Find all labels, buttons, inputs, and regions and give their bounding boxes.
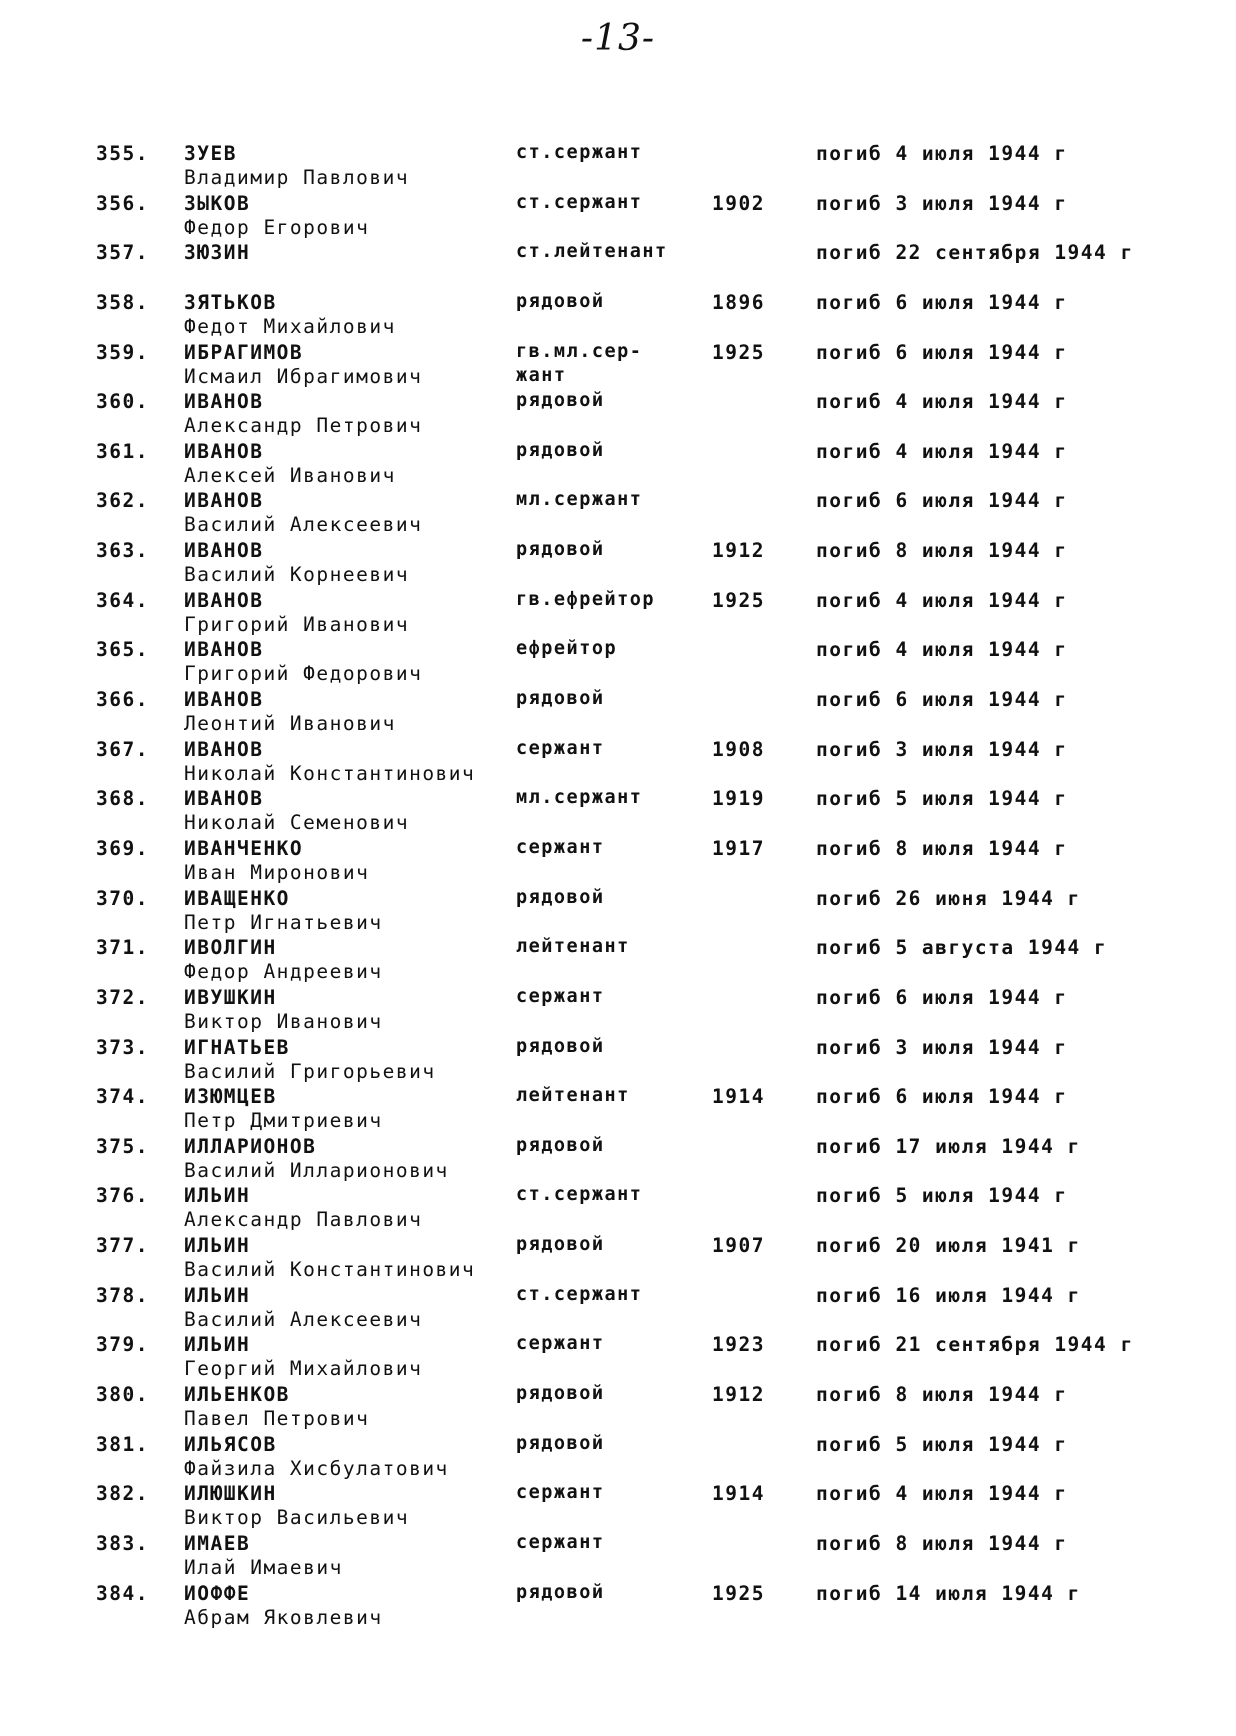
casualty-list [0,142,1236,1631]
record-surname: ИЛЬИН [184,1184,251,1208]
record-rank: рядовой [516,688,605,710]
record-birth-year: 1925 [712,588,765,612]
record-birth-year: 1912 [712,1383,765,1407]
record-rank: рядовой [516,390,605,412]
record-given-names: Абрам Яковлевич [184,1605,383,1629]
record-number: 362. [96,489,149,513]
record-number: 360. [96,390,149,414]
record-row [0,837,1236,887]
record-fate: погиб 21 сентября 1944 г [816,1333,1134,1357]
record-fate: погиб 5 августа 1944 г [816,936,1108,960]
record-number: 367. [96,737,149,761]
record-rank: сержант [516,1333,605,1355]
record-fate: погиб 6 июля 1944 г [816,290,1068,314]
record-birth-year: 1923 [712,1333,765,1357]
record-number: 372. [96,985,149,1009]
record-given-names: Василий Константинович [184,1258,476,1282]
record-birth-year: 1925 [712,1581,765,1605]
record-surname: ИВАНОВ [184,737,264,761]
record-rank: рядовой [516,886,605,908]
record-row [0,936,1236,986]
record-fate: погиб 5 июля 1944 г [816,1184,1068,1208]
record-number: 382. [96,1482,149,1506]
record-rank: сержант [516,737,605,759]
record-fate: погиб 6 июля 1944 г [816,489,1068,513]
record-fate: погиб 6 июля 1944 г [816,340,1068,364]
record-surname: ИВАНОВ [184,489,264,513]
record-birth-year: 1919 [712,787,765,811]
record-number: 368. [96,787,149,811]
record-surname: ЗЫКОВ [184,191,251,215]
record-surname: ЗЯТЬКОВ [184,290,277,314]
record-given-names: Александр Павлович [184,1208,423,1232]
record-rank: сержант [516,985,605,1007]
record-birth-year: 1917 [712,836,765,860]
record-rank: ст.лейтенант [516,241,668,263]
record-row [0,1482,1236,1532]
record-number: 366. [96,688,149,712]
record-rank: рядовой [516,1035,605,1057]
record-row [0,638,1236,688]
record-number: 369. [96,836,149,860]
record-fate: погиб 5 июля 1944 г [816,1432,1068,1456]
record-rank: сержант [516,1482,605,1504]
record-given-names: Павел Петрович [184,1407,370,1431]
record-row [0,986,1236,1036]
record-number: 374. [96,1085,149,1109]
record-fate: погиб 3 июля 1944 г [816,1035,1068,1059]
record-number: 375. [96,1134,149,1158]
record-fate: погиб 14 июля 1944 г [816,1581,1081,1605]
record-given-names: Илай Имаевич [184,1555,343,1579]
record-row [0,887,1236,937]
record-fate: погиб 4 июля 1944 г [816,390,1068,414]
record-surname: ИЗЮМЦЕВ [184,1085,277,1109]
record-rank: ефрейтор [516,638,618,660]
record-row [0,241,1236,291]
record-row [0,1333,1236,1383]
record-fate: погиб 4 июля 1944 г [816,1482,1068,1506]
record-surname: ИВОЛГИН [184,936,277,960]
record-surname: ИЛЬИН [184,1234,251,1258]
record-given-names: Виктор Иванович [184,1009,383,1033]
record-birth-year: 1914 [712,1085,765,1109]
record-given-names: Василий Корнеевич [184,563,410,587]
record-given-names: Николай Семенович [184,811,410,835]
record-row [0,1184,1236,1234]
record-row [0,192,1236,242]
record-row [0,1582,1236,1632]
record-fate: погиб 8 июля 1944 г [816,836,1068,860]
record-rank: мл.сержант [516,787,643,809]
record-given-names: Георгий Михайлович [184,1357,423,1381]
record-surname: ИВАНОВ [184,638,264,662]
record-surname: ИВАЩЕНКО [184,886,290,910]
record-surname: ИВАНОВ [184,539,264,563]
record-given-names: Петр Игнатьевич [184,910,383,934]
record-given-names: Петр Дмитриевич [184,1109,383,1133]
record-surname: ЗЮЗИН [184,241,251,265]
record-number: 363. [96,539,149,563]
record-row [0,341,1236,391]
record-given-names: Федор Егорович [184,215,370,239]
record-row [0,688,1236,738]
record-number: 357. [96,241,149,265]
record-rank: рядовой [516,1432,605,1454]
record-fate: погиб 4 июля 1944 г [816,142,1068,165]
record-surname: ИВАНОВ [184,439,264,463]
record-surname: ИЛЛАРИОНОВ [184,1134,317,1158]
record-given-names: Файзила Хисбулатович [184,1456,449,1480]
record-given-names: Иван Миронович [184,860,370,884]
record-surname: ИЛЬЯСОВ [184,1432,277,1456]
record-number: 379. [96,1333,149,1357]
record-surname: ИЛЮШКИН [184,1482,277,1506]
record-row [0,440,1236,490]
record-given-names: Федор Андреевич [184,960,383,984]
record-fate: погиб 17 июля 1944 г [816,1134,1081,1158]
record-row [0,291,1236,341]
record-row [0,1284,1236,1334]
record-surname: ИГНАТЬЕВ [184,1035,290,1059]
record-rank: рядовой [516,1581,605,1603]
record-given-names: Василий Алексеевич [184,1307,423,1331]
record-fate: погиб 8 июля 1944 г [816,539,1068,563]
record-rank: ст.сержант [516,1184,643,1206]
record-birth-year: 1908 [712,737,765,761]
record-birth-year: 1925 [712,340,765,364]
record-number: 381. [96,1432,149,1456]
record-fate: погиб 6 июля 1944 г [816,688,1068,712]
record-row [0,489,1236,539]
record-row [0,1383,1236,1433]
record-fate: погиб 16 июля 1944 г [816,1283,1081,1307]
record-rank: лейтенант [516,936,630,958]
record-row [0,390,1236,440]
record-given-names: Исмаил Ибрагимович [184,364,423,388]
record-number: 384. [96,1581,149,1605]
record-fate: погиб 3 июля 1944 г [816,737,1068,761]
record-birth-year: 1914 [712,1482,765,1506]
record-given-names: Владимир Павлович [184,166,410,189]
record-surname: ИЛЬЕНКОВ [184,1383,290,1407]
record-row [0,787,1236,837]
record-rank: рядовой [516,539,605,561]
record-number: 371. [96,936,149,960]
record-rank: рядовой [516,1383,605,1405]
record-number: 373. [96,1035,149,1059]
record-rank: гв.мл.сер- [516,340,643,362]
record-given-names: Александр Петрович [184,414,423,438]
record-row [0,142,1236,192]
record-given-names: Григорий Иванович [184,612,410,636]
record-row [0,1085,1236,1135]
record-surname: ИВАНОВ [184,787,264,811]
record-number: 377. [96,1234,149,1258]
record-fate: погиб 3 июля 1944 г [816,191,1068,215]
record-row [0,1532,1236,1582]
record-surname: ИМАЕВ [184,1531,251,1555]
record-rank: ст.сержант [516,191,643,213]
record-rank: гв.ефрейтор [516,588,656,610]
record-surname: ИБРАГИМОВ [184,340,304,364]
record-row [0,1433,1236,1483]
record-number: 383. [96,1531,149,1555]
record-row [0,1135,1236,1185]
record-rank: сержант [516,1531,605,1553]
record-fate: погиб 26 июня 1944 г [816,886,1081,910]
record-surname: ИВУШКИН [184,985,277,1009]
record-surname: ИВАНОВ [184,390,264,414]
record-surname: ИВАНОВ [184,688,264,712]
record-fate: погиб 20 июля 1941 г [816,1234,1081,1258]
record-birth-year: 1896 [712,290,765,314]
record-birth-year: 1902 [712,191,765,215]
record-surname: ИЛЬИН [184,1333,251,1357]
record-rank: сержант [516,836,605,858]
record-given-names: Василий Илларионович [184,1158,449,1182]
record-surname: ИВАНОВ [184,588,264,612]
record-fate: погиб 4 июля 1944 г [816,638,1068,662]
record-surname: ИВАНЧЕНКО [184,836,304,860]
record-number: 370. [96,886,149,910]
record-given-names: Алексей Иванович [184,463,396,487]
record-surname: ЗУЕВ [184,142,237,165]
record-number: 365. [96,638,149,662]
record-fate: погиб 5 июля 1944 г [816,787,1068,811]
record-given-names: Виктор Васильевич [184,1506,410,1530]
record-rank: мл.сержант [516,489,643,511]
record-rank: рядовой [516,439,605,461]
record-given-names: Леонтий Иванович [184,712,396,736]
record-rank: рядовой [516,1234,605,1256]
record-number: 376. [96,1184,149,1208]
record-fate: погиб 22 сентября 1944 г [816,241,1134,265]
record-rank: ст.сержант [516,142,643,163]
record-row [0,1234,1236,1284]
record-surname: ИОФФЕ [184,1581,251,1605]
record-number: 380. [96,1383,149,1407]
record-number: 359. [96,340,149,364]
record-fate: погиб 8 июля 1944 г [816,1531,1068,1555]
record-given-names: Василий Григорьевич [184,1059,436,1083]
record-number: 355. [96,142,149,165]
record-number: 356. [96,191,149,215]
record-fate: погиб 6 июля 1944 г [816,985,1068,1009]
record-fate: погиб 6 июля 1944 г [816,1085,1068,1109]
record-birth-year: 1912 [712,539,765,563]
record-rank: рядовой [516,1134,605,1156]
record-surname: ИЛЬИН [184,1283,251,1307]
record-row [0,539,1236,589]
record-row [0,1036,1236,1086]
record-given-names: Николай Константинович [184,761,476,785]
record-given-names: Василий Алексеевич [184,513,423,537]
record-given-names: Григорий Федорович [184,662,423,686]
record-rank-continuation: жант [516,364,567,386]
record-number: 378. [96,1283,149,1307]
record-given-names: Федот Михайлович [184,314,396,338]
record-rank: лейтенант [516,1085,630,1107]
record-fate: погиб 8 июля 1944 г [816,1383,1068,1407]
record-number: 364. [96,588,149,612]
record-birth-year: 1907 [712,1234,765,1258]
record-number: 358. [96,290,149,314]
record-row [0,738,1236,788]
record-rank: рядовой [516,290,605,312]
page-number: -13- [580,18,656,59]
record-number: 361. [96,439,149,463]
record-fate: погиб 4 июля 1944 г [816,588,1068,612]
record-rank: ст.сержант [516,1283,643,1305]
record-row [0,589,1236,639]
record-fate: погиб 4 июля 1944 г [816,439,1068,463]
